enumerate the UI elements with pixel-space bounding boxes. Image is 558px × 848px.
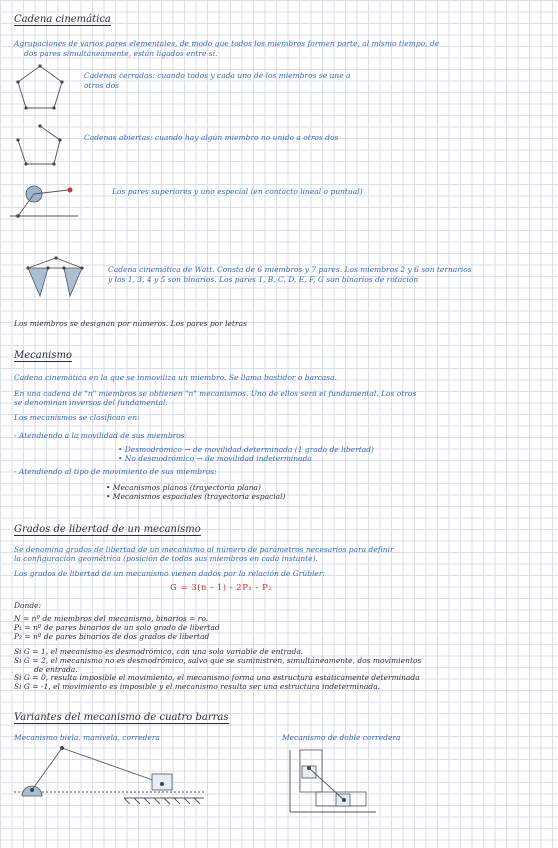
dof-def-line2: la configuración geométrica (posición de todos sus miembros en cada instante). — [14, 554, 318, 563]
def-n: N = nº de miembros del mecanismo, binarios = ro. — [14, 614, 209, 623]
class-desmodromic: • Desmodrómico → de movilidad determinada (1 grado de libertad) — [118, 445, 374, 454]
intro-text-line1: Agrupaciones de varios pares elementales, de modo que todos los miembros formen parte, al mismo tiempo, de — [14, 39, 440, 48]
mecanismo-def-text: Cadena cinemática en la que se inmoviliza un miembro. Se llama bastidor o barcasa. — [14, 373, 337, 382]
section-title-variantes: Variantes del mecanismo de cuatro barras — [14, 712, 229, 723]
class-non-desmodromic: • No desmodrómico → de movilidad indeterminada — [118, 454, 312, 463]
double-slider-diagram — [286, 746, 396, 818]
class-spatial: • Mecanismos espaciales (trayectoria espacial) — [106, 492, 286, 501]
grubler-formula: G = 3(n - 1) - 2P₁ - P₂ — [170, 583, 273, 593]
open-chain-diagram — [10, 122, 70, 170]
dof-def-line1: Se denomina grados de libertad de un mecanismo al número de parámetros necesarios para definir — [14, 545, 394, 554]
open-chains-text: Cadenas abiertas: cuando hay algún miembro no unido a otros dos — [84, 133, 339, 142]
def-p1: P₁ = nº de pares binarios de un solo grado de libertad — [14, 623, 220, 632]
classification-intro: Los mecanismos se clasifican en: — [14, 413, 140, 422]
mecanismo-n-line1: En una cadena de "n" miembros se obtienen "n" mecanismos. Uno de ellos será el fundamental. Los otros — [14, 389, 417, 398]
superior-pairs-text: Los pares superiores y uno especial (en contacto lineal o puntual) — [112, 187, 363, 196]
watt-chain-diagram — [20, 252, 92, 304]
class-planar: • Mecanismos planos (trayectoria plana) — [106, 483, 261, 492]
slider-crank-diagram — [14, 740, 214, 806]
closed-chain-diagram — [10, 60, 70, 115]
superior-pair-diagram — [8, 176, 88, 222]
section-title-cadena: Cadena cinemática — [14, 14, 111, 25]
section-title-grados: Grados de libertad de un mecanismo — [14, 524, 201, 535]
def-p2: P₂ = nº de pares binarios de dos grados de libertad — [14, 632, 210, 641]
watt-chain-line2: y los 1, 3, 4 y 5 son binarios. Los pares 1, B, C, D, E, F, G son binarios de rotación — [108, 275, 419, 284]
watt-chain-line1: Cadena cinemática de Watt. Consta de 6 miembros y 7 pares. Los miembros 2 y 6 son ternarios — [108, 265, 472, 274]
closed-chains-line2: otros dos — [84, 81, 120, 90]
closed-chains-line1: Cadenas cerradas: cuando todos y cada uno de los miembros se une a — [84, 71, 351, 80]
donde-label: Donde: — [14, 601, 42, 610]
classification-mobility: - Atendiendo a la movilidad de sus miembros: — [14, 431, 188, 440]
designation-text: Los miembros se designan por números. Los pares por letras — [14, 319, 247, 328]
case-gm1: Si G = -1, el movimiento es imposible y el mecanismo resulta ser una estructura indeterminada. — [14, 682, 381, 691]
section-title-mecanismo: Mecanismo — [14, 350, 72, 361]
case-g2-line1: Si G = 2, el mecanismo no es desmodrómico, salvo que se suministren, simultáneamente, dos movimientos — [14, 656, 422, 665]
slider-crank-title: Mecanismo biela, manivela, corredera — [14, 733, 160, 742]
case-g0: Si G = 0, resulta imposible el movimiento, el mecanismo forma una estructura estáticamente determinada — [14, 673, 420, 682]
mecanismo-n-line2: se denominan inversos del fundamental. — [14, 398, 168, 407]
classification-motion: - Atendiendo al tipo de movimiento de sus miembros: — [14, 467, 217, 476]
case-g2-line2: de entrada. — [34, 665, 78, 674]
double-slider-title: Mecanismo de doble corredera — [282, 733, 401, 742]
grubler-intro: Los grados de libertad de un mecanismo vienen dados por la relación de Grübler: — [14, 569, 325, 578]
intro-text-line2: dos pares simultáneamente, están ligados entre sí. — [24, 49, 218, 58]
case-g1: Si G = 1, el mecanismo es desmodrómico, con una sola variable de entrada. — [14, 647, 304, 656]
